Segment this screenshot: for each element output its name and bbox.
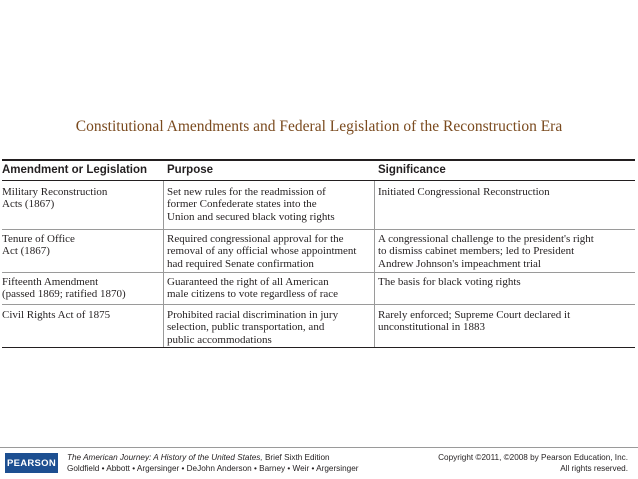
footer-copyright: Copyright ©2011, ©2008 by Pearson Education, Inc. <box>438 453 628 462</box>
row-3-purpose: Guaranteed the right of all American male citizens to vote regardless of race <box>167 276 339 301</box>
row-3-significance: The basis for black voting rights <box>378 276 521 288</box>
row-4-purpose: Prohibited racial discrimination in jury selection, public transportation, and public accommodations <box>167 309 339 346</box>
row-2-significance: A congressional challenge to the president's right to dismiss cabinet members; led to President Andrew Johnson's impeachment trial <box>378 233 594 270</box>
footer-book-line <box>67 452 358 463</box>
header-purpose: Purpose <box>167 164 214 176</box>
header-rule <box>2 180 635 181</box>
footer-authors: Goldfield • Abbott • Argersinger • DeJohn Anderson • Barney • Weir • Argersinger <box>67 464 359 473</box>
row-rule <box>2 272 635 273</box>
footer-rights: All rights reserved. <box>560 464 628 473</box>
row-1-purpose: Set new rules for the readmission of former Confederate states into the Union and secured black voting rights <box>167 186 335 223</box>
pearson-logo: PEARSON <box>5 453 58 473</box>
footer-book-title: The American Journey: A History of the United States, <box>67 453 263 462</box>
header-amendment: Amendment or Legislation <box>2 164 148 176</box>
row-3-name: Fifteenth Amendment (passed 1869; ratified 1870) <box>2 276 126 301</box>
slide-title: Constitutional Amendments and Federal Legislation of the Reconstruction Era <box>75 118 563 135</box>
table-bottom-rule <box>2 347 635 348</box>
header-significance: Significance <box>378 164 446 176</box>
row-4-significance: Rarely enforced; Supreme Court declared it unconstitutional in 1883 <box>378 309 571 334</box>
row-2-name: Tenure of Office Act (1867) <box>2 233 75 258</box>
footer-copyright-block <box>438 452 628 474</box>
row-4-name: Civil Rights Act of 1875 <box>2 309 111 321</box>
row-1-significance: Initiated Congressional Reconstruction <box>378 186 550 198</box>
footer-edition: Brief Sixth Edition <box>262 453 330 462</box>
footer-rule <box>0 447 638 448</box>
row-rule <box>2 229 635 230</box>
row-2-purpose: Required congressional approval for the removal of any official whose appointment had required Senate confirmation <box>167 233 357 270</box>
row-rule <box>2 304 635 305</box>
row-1-name: Military Reconstruction Acts (1867) <box>2 186 108 211</box>
table-top-rule <box>2 159 635 161</box>
footer-citation <box>67 452 358 474</box>
column-divider <box>163 181 164 347</box>
